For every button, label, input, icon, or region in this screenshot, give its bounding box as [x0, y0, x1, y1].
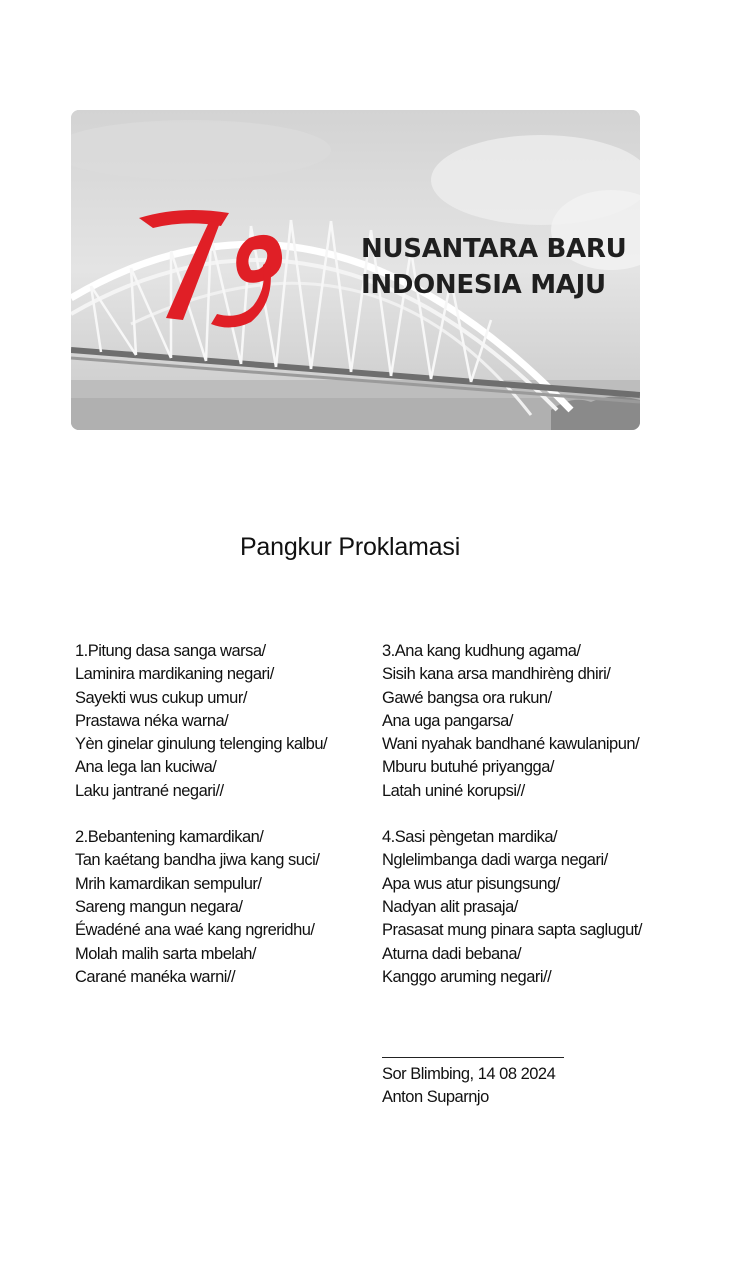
poem-line: Prasasat mung pinara sapta saglugut/: [382, 921, 642, 940]
poem-line: Aturna dadi bebana/: [382, 944, 522, 963]
poem-line: 1.Pitung dasa sanga warsa/: [75, 642, 266, 660]
poem-line: Nglelimbanga dadi warga negari/: [382, 851, 608, 870]
poem-line: Kanggo aruming negari//: [382, 967, 552, 986]
stanza-1: [75, 640, 327, 803]
poem-line: Yèn ginelar ginulung telenging kalbu/: [75, 735, 328, 754]
signature-author: Anton Suparnjo: [382, 1088, 489, 1107]
signature-place-date: Sor Blimbing, 14 08 2024: [382, 1065, 556, 1083]
poem-line: Sayekti wus cukup umur/: [75, 688, 247, 707]
poem-line: Laku jantrané negari//: [75, 781, 224, 800]
poem-title: Pangkur Proklamasi: [239, 533, 461, 561]
poem-line: Apa wus atur pisungsung/: [382, 874, 560, 893]
poem-line: Wani nyahak bandhané kawulanipun/: [382, 735, 640, 754]
poem-line: Latah uniné korupsi//: [382, 781, 525, 800]
poem-line: Éwadéné ana waé kang ngreridhu/: [75, 921, 315, 940]
poem-line: Sisih kana arsa mandhirèng dhiri/: [382, 665, 611, 684]
poem-line: Sareng mangun negara/: [75, 897, 243, 916]
stanza-4: [382, 826, 642, 989]
poem-line: Ana uga pangarsa/: [382, 711, 513, 730]
stanza-3: [382, 640, 642, 803]
poem-column-left: [75, 640, 327, 1012]
poem-line: Tan kaétang bandha jiwa kang suci/: [75, 851, 320, 870]
stanza-2: [75, 826, 327, 989]
poem-line: Mrih kamardikan sempulur/: [75, 874, 262, 893]
poem-line: Prastawa néka warna/: [75, 711, 229, 730]
poem-line: 2.Bebantening kamardikan/: [75, 828, 264, 847]
poem-line: Gawé bangsa ora rukun/: [382, 688, 552, 707]
poem-line: Molah malih sarta mbelah/: [75, 944, 257, 963]
poem-line: 4.Sasi pèngetan mardika/: [382, 828, 558, 847]
poem-line: Nadyan alit prasaja/: [382, 897, 518, 916]
poem-line: Laminira mardikaning negari/: [75, 665, 274, 684]
poem-line: Ana lega lan kuciwa/: [75, 758, 217, 777]
poem-column-right: [382, 640, 642, 1012]
poem-line: Mburu butuhé priyangga/: [382, 758, 554, 777]
signature-block: [382, 1063, 555, 1110]
signature-divider: [382, 1057, 564, 1058]
header-banner: [71, 110, 640, 430]
poem-line: Carané manéka warni//: [75, 967, 236, 986]
banner-line-1: NUSANTARA BARU: [361, 234, 627, 264]
banner-line-2: INDONESIA MAJU: [361, 270, 606, 300]
poem-line: 3.Ana kang kudhung agama/: [382, 642, 581, 660]
